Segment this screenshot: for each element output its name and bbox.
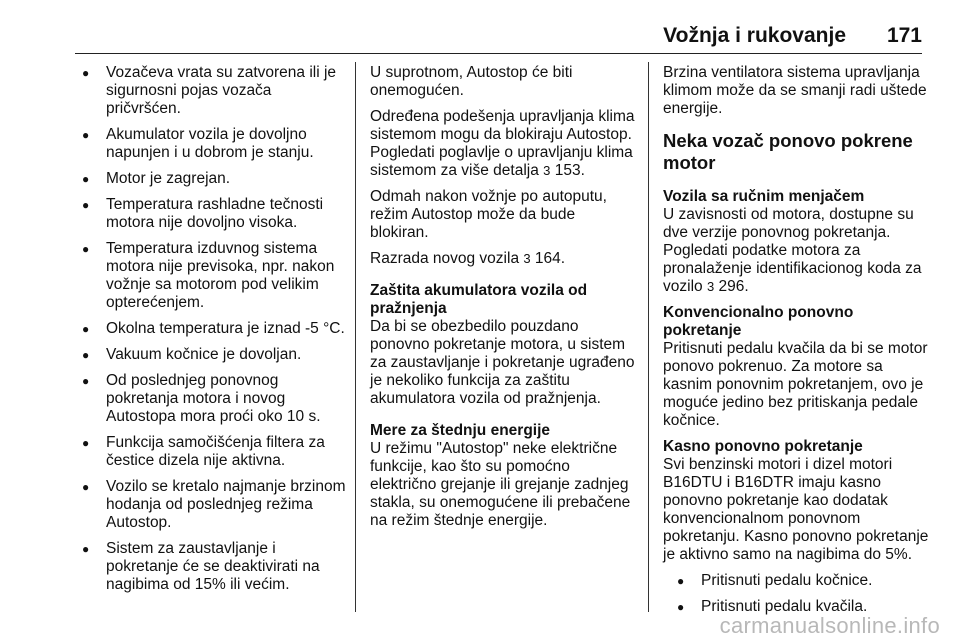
page-reference-icon: 3 (706, 279, 715, 294)
paragraph: Svi benzinski motori i dizel motori B16DTU i B16DTR imaju kasno ponovno pokretanje kao dodatak konvencionalnom ponovnom pokretanju. Kasno ponovno pokretanje je aktivno samo na nagibima do 5%. (663, 456, 929, 563)
paragraph: Odmah nakon vožnje po autoputu, režim Autostop može da bude blokiran. (370, 188, 607, 241)
conditions-list (78, 64, 346, 594)
column-divider-2 (648, 62, 649, 612)
list-item: ● Od poslednjeg ponovnog pokretanja motora i novog Autostopa mora proći oko 10 s. (78, 372, 346, 426)
page-reference-link[interactable]: 296. (718, 278, 749, 295)
paragraph-text: Razrada novog vozila (370, 250, 520, 267)
paragraph: Brzina ventilatora sistema upravljanja klimom može da se smanji radi uštede energije. (663, 64, 927, 117)
list-item: ● Pritisnuti pedalu kvačila. (663, 598, 931, 616)
list-item: ● Vakuum kočnice je dovoljan. (78, 346, 346, 364)
paragraph-with-reference (663, 206, 931, 296)
header-divider (75, 53, 922, 54)
list-item: ● Pritisnuti pedalu kočnice. (663, 572, 931, 590)
chapter-title: Vožnja i rukovanje (663, 24, 846, 47)
subheading: Zaštita akumulatora vozila od pražnjenja (370, 282, 588, 317)
paragraph-text: U zavisnosti od motora, dostupne su dve verzije ponovnog pokretanja. Pogledati podatke motora za pronalaženje identifikacionog koda za vozilo (663, 206, 922, 295)
paragraph-with-reference (370, 108, 636, 180)
list-item: ● Akumulator vozila je dovoljno napunjen i u dobrom je stanju. (78, 126, 346, 162)
page-reference-icon: 3 (523, 251, 531, 266)
page-header (0, 24, 960, 54)
list-item: ● Okolna temperatura je iznad -5 °C. (78, 320, 346, 338)
paragraph: Pritisnuti pedalu kvačila da bi se motor ponovo pokrenuo. Za motore sa kasnim ponovnim pokretanjem, ovo je moguće jedino bez pritiskanja pedale kočnice. (663, 340, 928, 429)
page-reference-icon: 3 (543, 163, 551, 178)
list-item: ● Vozačeva vrata su zatvorena ili je sigurnosni pojas vozača pričvršćen. (78, 64, 346, 118)
paragraph-with-reference (370, 250, 636, 268)
subheading: Konvencionalno ponovno pokretanje (663, 304, 854, 339)
list-item: ● Vozilo se kretalo najmanje brzinom hodanja od poslednjeg režima Autostop. (78, 478, 346, 532)
subheading: Vozila sa ručnim menjačem (663, 188, 865, 205)
page-reference-link[interactable]: 164. (534, 250, 566, 267)
page-number: 171 (886, 24, 922, 47)
column-divider-1 (355, 62, 356, 612)
subheading: Kasno ponovno pokretanje (663, 438, 863, 455)
paragraph-text: Određena podešenja upravljanja klima sistemom mogu da blokiraju Autostop. Pogledati poglavlje o upravljanju klima sistemom za više detalja (370, 108, 635, 179)
paragraph: U režimu "Autostop" neke električne funkcije, kao što su pomoćno električno grejanje ili grejanje zadnjeg stakla, su onemogućene ili prebačene na režim štednje energije. (370, 440, 631, 529)
list-item: ● Funkcija samočišćenja filtera za čestice dizela nije aktivna. (78, 434, 346, 470)
section-heading: Neka vozač ponovo pokrene motor (663, 130, 913, 173)
column-3 (663, 64, 931, 624)
column-2 (370, 64, 636, 538)
paragraph: Da bi se obezbedilo pouzdano ponovno pokretanje motora, u sistem za zaustavljanje i pokretanje ugrađeno je nekoliko funkcija za zaštitu akumulatora vozila od pražnjenja. (370, 318, 635, 407)
list-item: ● Temperatura rashladne tečnosti motora nije dovoljno visoka. (78, 196, 346, 232)
page-reference-link[interactable]: 153. (554, 162, 585, 179)
steps-list (663, 572, 931, 616)
list-item: ● Motor je zagrejan. (78, 170, 346, 188)
column-1 (78, 64, 346, 602)
watermark: carmanualsonline.info (719, 613, 940, 638)
list-item: ● Sistem za zaustavljanje i pokretanje će se deaktivirati na nagibima od 15% ili većim. (78, 540, 346, 594)
paragraph: U suprotnom, Autostop će biti onemogućen. (370, 64, 573, 99)
subheading: Mere za štednju energije (370, 422, 551, 439)
list-item: ● Temperatura izduvnog sistema motora nije previsoka, npr. nakon vožnje sa motorom pod velikim opterećenjem. (78, 240, 346, 312)
